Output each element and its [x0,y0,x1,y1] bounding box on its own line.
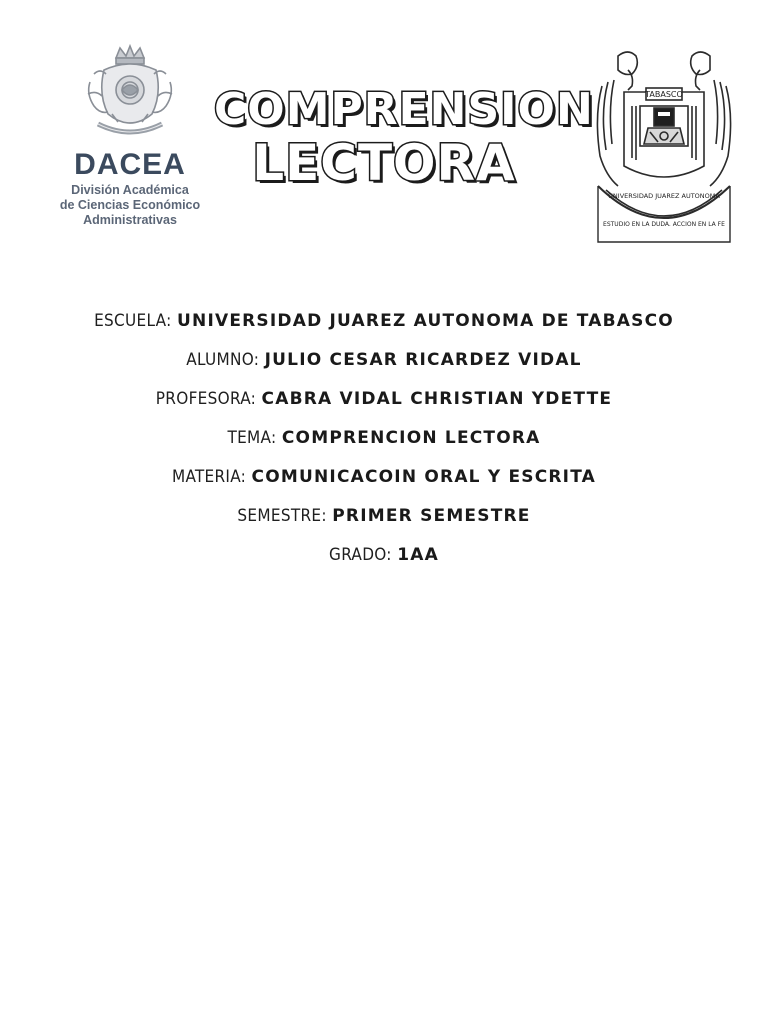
dacea-subtitle-line: Administrativas [83,213,177,227]
info-value: COMPRENCION LECTORA [281,428,541,448]
dacea-subtitle-line: División Académica [71,183,189,197]
title-line-1: COMPRENSION [214,84,594,135]
info-row-escuela [0,306,768,345]
info-label: PROFESORA: [155,389,257,409]
info-row-materia [0,462,768,501]
info-row-tema [0,423,768,462]
info-value: CABRA VIDAL CHRISTIAN YDETTE [261,389,613,409]
title-line-2: LECTORA [252,134,516,192]
dacea-subtitle-line: de Ciencias Económico [59,198,201,212]
info-label: ESCUELA: [94,311,172,331]
ujat-logo [588,46,740,250]
dacea-subtitle [58,183,202,228]
info-row-grado [0,540,768,579]
document-title [214,84,594,192]
dacea-acronym: DACEA [74,148,186,181]
ujat-emblem-icon [588,46,740,250]
ujat-banner-text: TABASCO [645,90,683,99]
info-row-alumno [0,345,768,384]
info-row-profesora [0,384,768,423]
info-value: COMUNICACOIN ORAL Y ESCRITA [251,467,597,487]
dacea-logo [58,44,202,228]
info-label: GRADO: [329,545,392,565]
dacea-seal-icon [82,44,178,144]
info-row-semestre [0,501,768,540]
info-value: JULIO CESAR RICARDEZ VIDAL [264,350,582,370]
info-value: 1AA [397,545,439,565]
ujat-motto-text: ESTUDIO EN LA DUDA. ACCION EN LA FE [603,221,725,228]
info-label: MATERIA: [171,467,247,487]
info-label: ALUMNO: [186,350,260,370]
cover-info [0,306,768,579]
info-value: PRIMER SEMESTRE [332,506,531,526]
ujat-ring-text: UNIVERSIDAD JUAREZ AUTONOMA [608,192,720,200]
info-label: SEMESTRE: [237,506,327,526]
info-value: UNIVERSIDAD JUAREZ AUTONOMA DE TABASCO [177,311,674,331]
info-label: TEMA: [227,428,277,448]
